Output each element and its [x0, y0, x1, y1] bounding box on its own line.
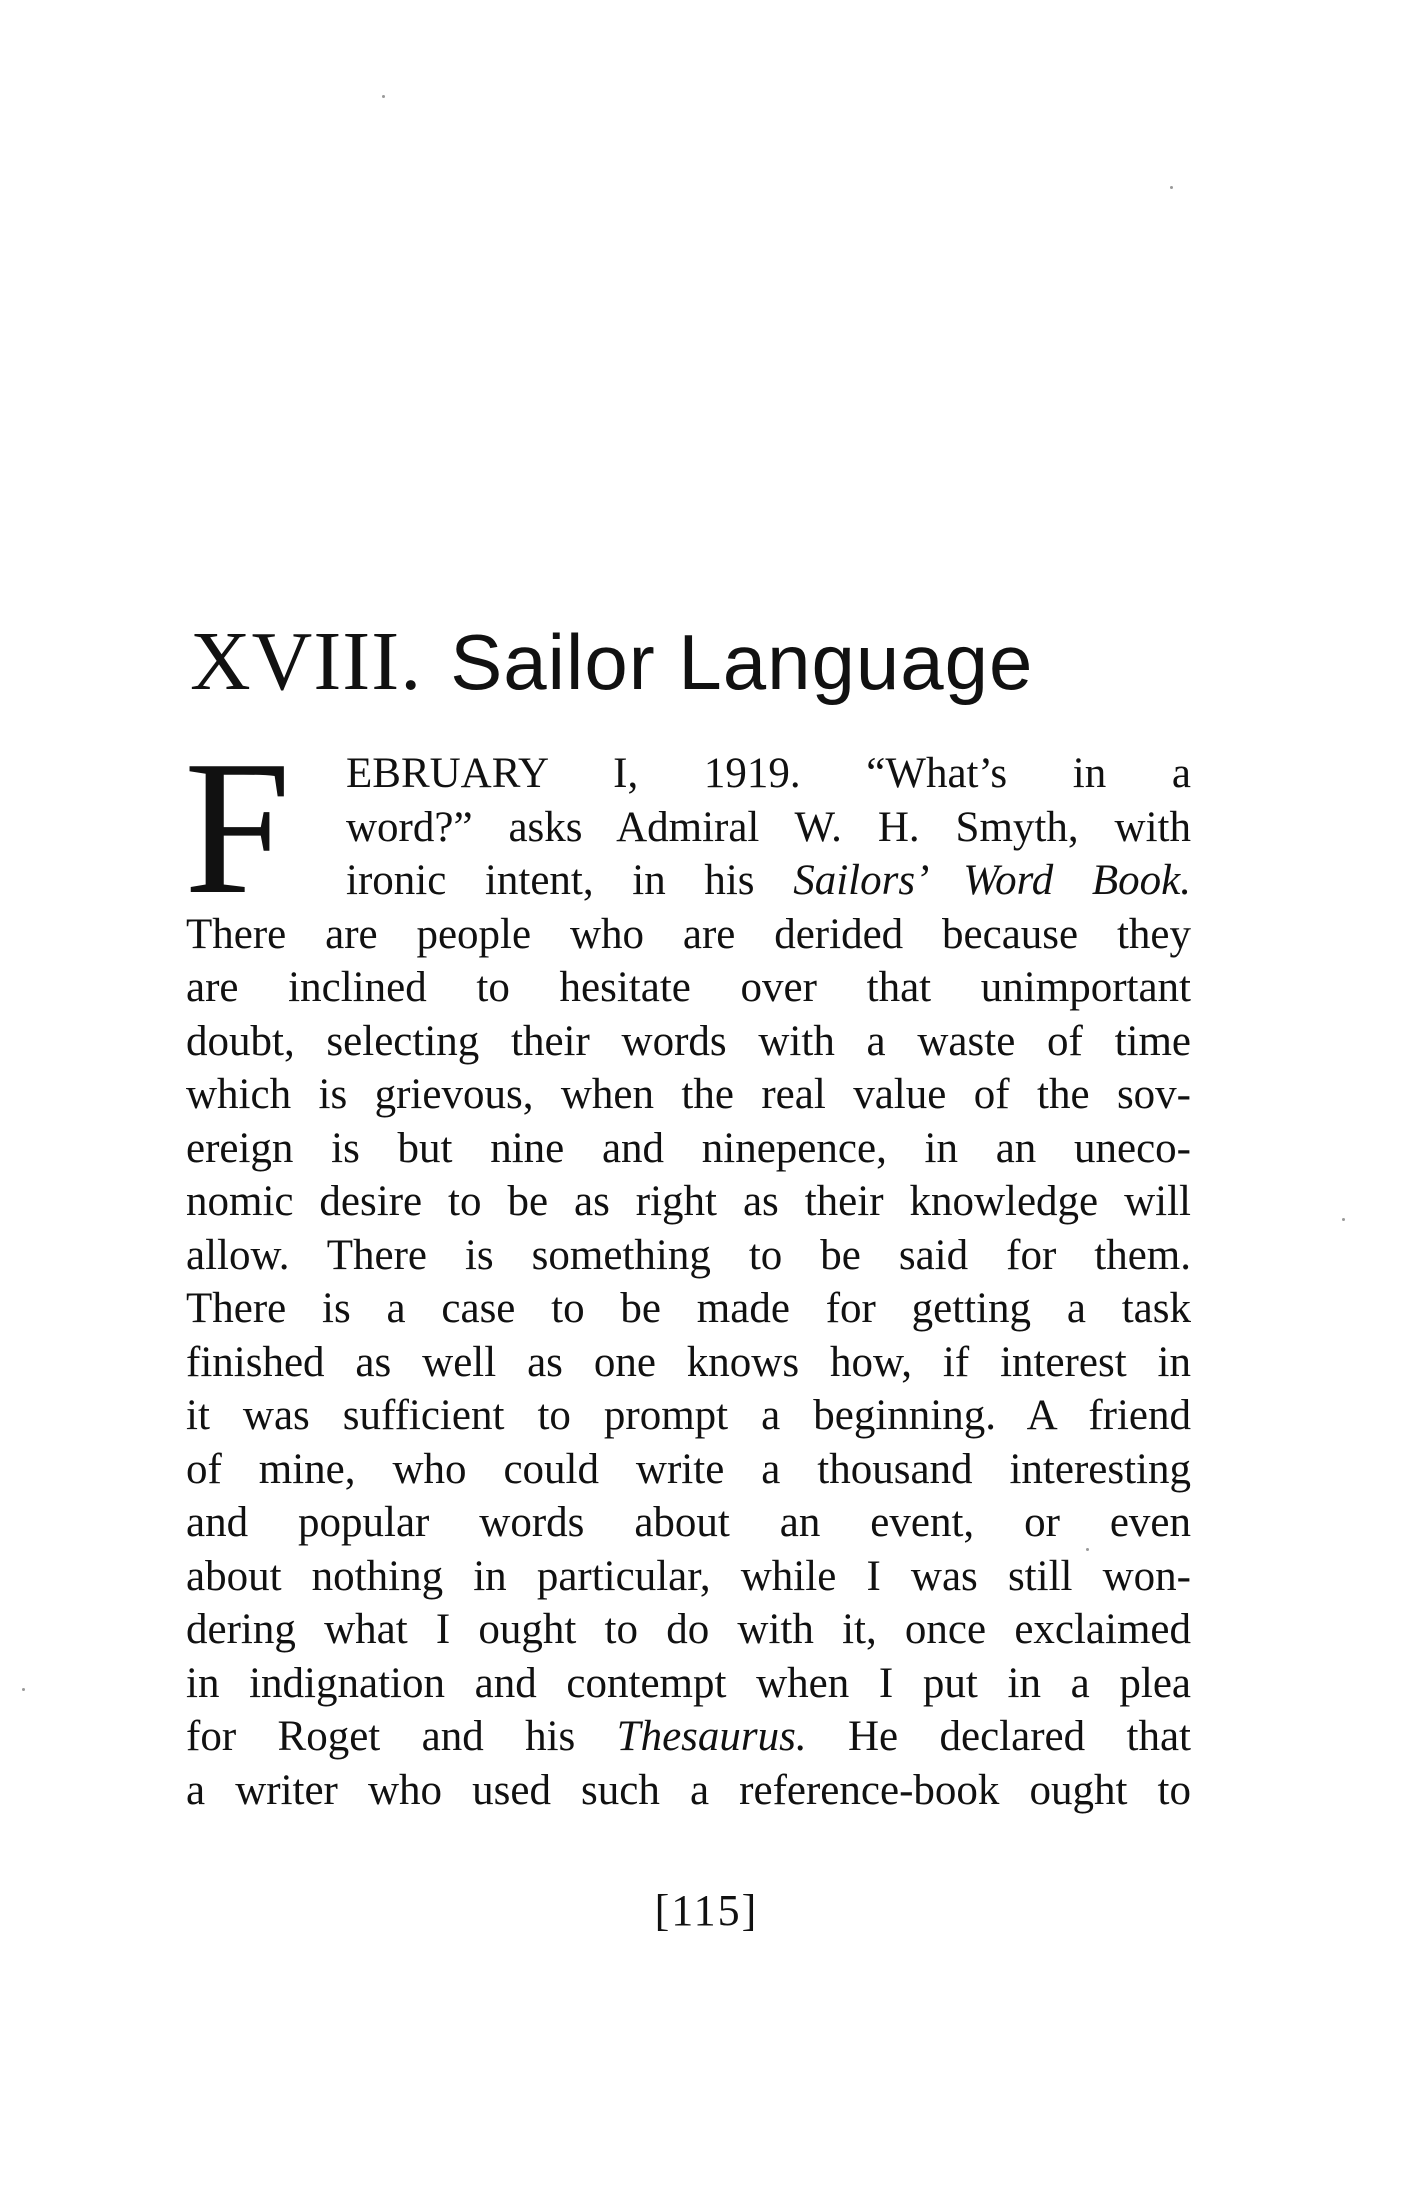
- text-segment: ereign is but nine and ninepence, in an uneco-: [186, 1124, 1191, 1172]
- text-segment: ironic intent, in his: [346, 857, 794, 904]
- text-segment: finished as well as one knows how, if interest in: [186, 1338, 1191, 1386]
- text-segment: EBRUARY I, 1919. “What’s in a: [346, 750, 1191, 797]
- text-line: [346, 747, 1191, 801]
- text-line: [186, 961, 1191, 1015]
- text-segment: it was sufficient to prompt a beginning. A friend: [186, 1392, 1191, 1439]
- text-line: [186, 1122, 1191, 1176]
- text-line: [186, 1550, 1191, 1604]
- text-line: [186, 908, 1191, 962]
- text-line: [186, 1175, 1191, 1229]
- text-segment: dering what I ought to do with it, once exclaimed: [186, 1606, 1191, 1653]
- text-line: [186, 1764, 1191, 1818]
- text-segment: word?” asks Admiral W. H. Smyth, with: [346, 803, 1191, 851]
- text-segment: and popular words about an event, or even: [186, 1499, 1191, 1546]
- text-line: [186, 1443, 1191, 1497]
- italic-title: Thesaurus.: [616, 1713, 807, 1760]
- text-segment: allow. There is something to be said for them.: [186, 1231, 1191, 1279]
- text-line: [186, 1496, 1191, 1550]
- text-segment: about nothing in particular, while I was still won-: [186, 1552, 1191, 1600]
- text-segment: a writer who used such a reference-book ought to: [186, 1766, 1191, 1814]
- drop-cap-letter: F: [184, 721, 291, 934]
- text-line: [186, 1336, 1191, 1390]
- text-segment: There are people who are derided because they: [186, 910, 1191, 958]
- text-line: [186, 1603, 1191, 1657]
- chapter-number: XVIII.: [190, 615, 423, 708]
- page-number: [115]: [654, 1886, 759, 1935]
- text-line: [186, 1389, 1191, 1443]
- text-line: [186, 1657, 1191, 1711]
- paper-speck: [1086, 1548, 1089, 1551]
- paper-speck: [1170, 186, 1173, 189]
- text-segment: He declared that: [806, 1713, 1191, 1760]
- text-segment: doubt, selecting their words with a waste of time: [186, 1017, 1191, 1065]
- text-line: [186, 1282, 1191, 1336]
- text-line: [346, 854, 1191, 908]
- text-segment: for Roget and his: [186, 1713, 617, 1760]
- text-segment: are inclined to hesitate over that unimportant: [186, 964, 1191, 1011]
- text-line: [186, 1710, 1191, 1764]
- text-line: [186, 1068, 1191, 1122]
- paper-speck: [22, 1688, 25, 1691]
- paper-speck: [1342, 1218, 1345, 1221]
- text-segment: There is a case to be made for getting a task: [186, 1285, 1191, 1332]
- text-line: [186, 1229, 1191, 1283]
- text-segment: which is grievous, when the real value of the sov-: [186, 1071, 1191, 1118]
- chapter-title: Sailor Language: [450, 618, 1034, 706]
- italic-title: Sailors’ Word Book.: [793, 857, 1192, 904]
- text-line: [346, 801, 1191, 855]
- body-paragraph: [184, 721, 1192, 1817]
- text-segment: in indignation and contempt when I put in a plea: [186, 1659, 1191, 1707]
- chapter-heading: [190, 612, 1190, 712]
- text-segment: nomic desire to be as right as their knowledge will: [186, 1178, 1191, 1225]
- text-segment: of mine, who could write a thousand interesting: [186, 1445, 1191, 1493]
- text-line: [186, 1015, 1191, 1069]
- paper-speck: [382, 95, 385, 98]
